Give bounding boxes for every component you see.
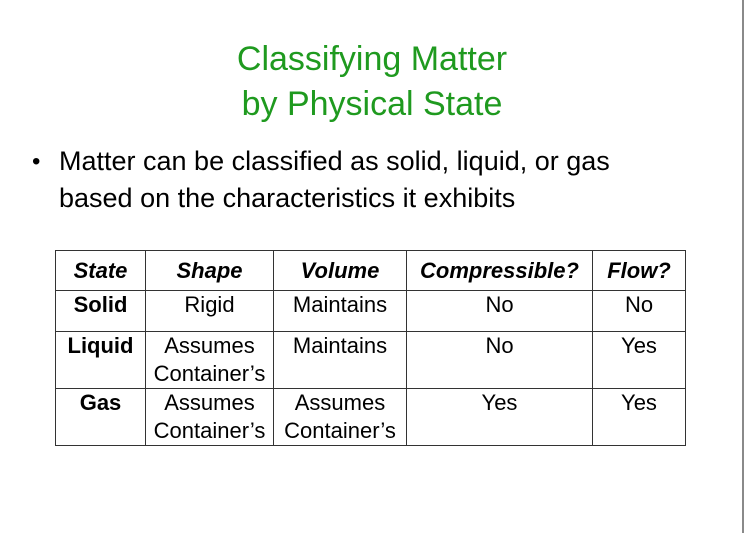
bullet-text: [59, 143, 712, 217]
bullet-line-2: based on the characteristics it exhibits: [59, 183, 516, 213]
cell-shape-line: Assumes: [164, 333, 255, 358]
cell-compressible: Yes: [407, 389, 593, 446]
cell-volume: [274, 332, 407, 389]
cell-shape: [146, 389, 274, 446]
cell-shape-line: Container’s: [153, 361, 266, 386]
table-header-row: [56, 251, 686, 291]
cell-state: Liquid: [56, 332, 146, 389]
cell-shape-line: Rigid: [184, 292, 235, 317]
title-line-1: Classifying Matter: [236, 40, 508, 78]
header-flow: Flow?: [593, 251, 686, 291]
cell-shape: [146, 332, 274, 389]
header-compressible: Compressible?: [407, 251, 593, 291]
cell-shape: [146, 291, 274, 332]
cell-shape-line: Assumes: [164, 390, 255, 415]
cell-volume: [274, 389, 407, 446]
cell-flow: Yes: [593, 332, 686, 389]
states-of-matter-table: [55, 250, 686, 446]
slide-title: [0, 37, 744, 127]
cell-volume-line: Maintains: [292, 292, 388, 317]
cell-compressible: No: [407, 291, 593, 332]
cell-state: Solid: [56, 291, 146, 332]
cell-volume-line: Container’s: [284, 418, 396, 443]
cell-volume-line: Assumes: [294, 390, 386, 415]
header-shape: Shape: [146, 251, 274, 291]
cell-flow: Yes: [593, 389, 686, 446]
table-row: [56, 332, 686, 389]
header-state: State: [56, 251, 146, 291]
bullet-icon: •: [32, 148, 41, 175]
header-volume: Volume: [274, 251, 407, 291]
bullet-line-1: Matter can be classified as solid, liquid, or gas: [59, 146, 610, 176]
table-row: [56, 389, 686, 446]
cell-volume-line: Maintains: [292, 333, 388, 358]
cell-compressible: No: [407, 332, 593, 389]
cell-volume: [274, 291, 407, 332]
cell-flow: No: [593, 291, 686, 332]
table-row: [56, 291, 686, 332]
bullet-point: [32, 143, 712, 217]
title-line-2: by Physical State: [241, 85, 503, 123]
cell-shape-line: Container’s: [153, 418, 266, 443]
cell-state: Gas: [56, 389, 146, 446]
